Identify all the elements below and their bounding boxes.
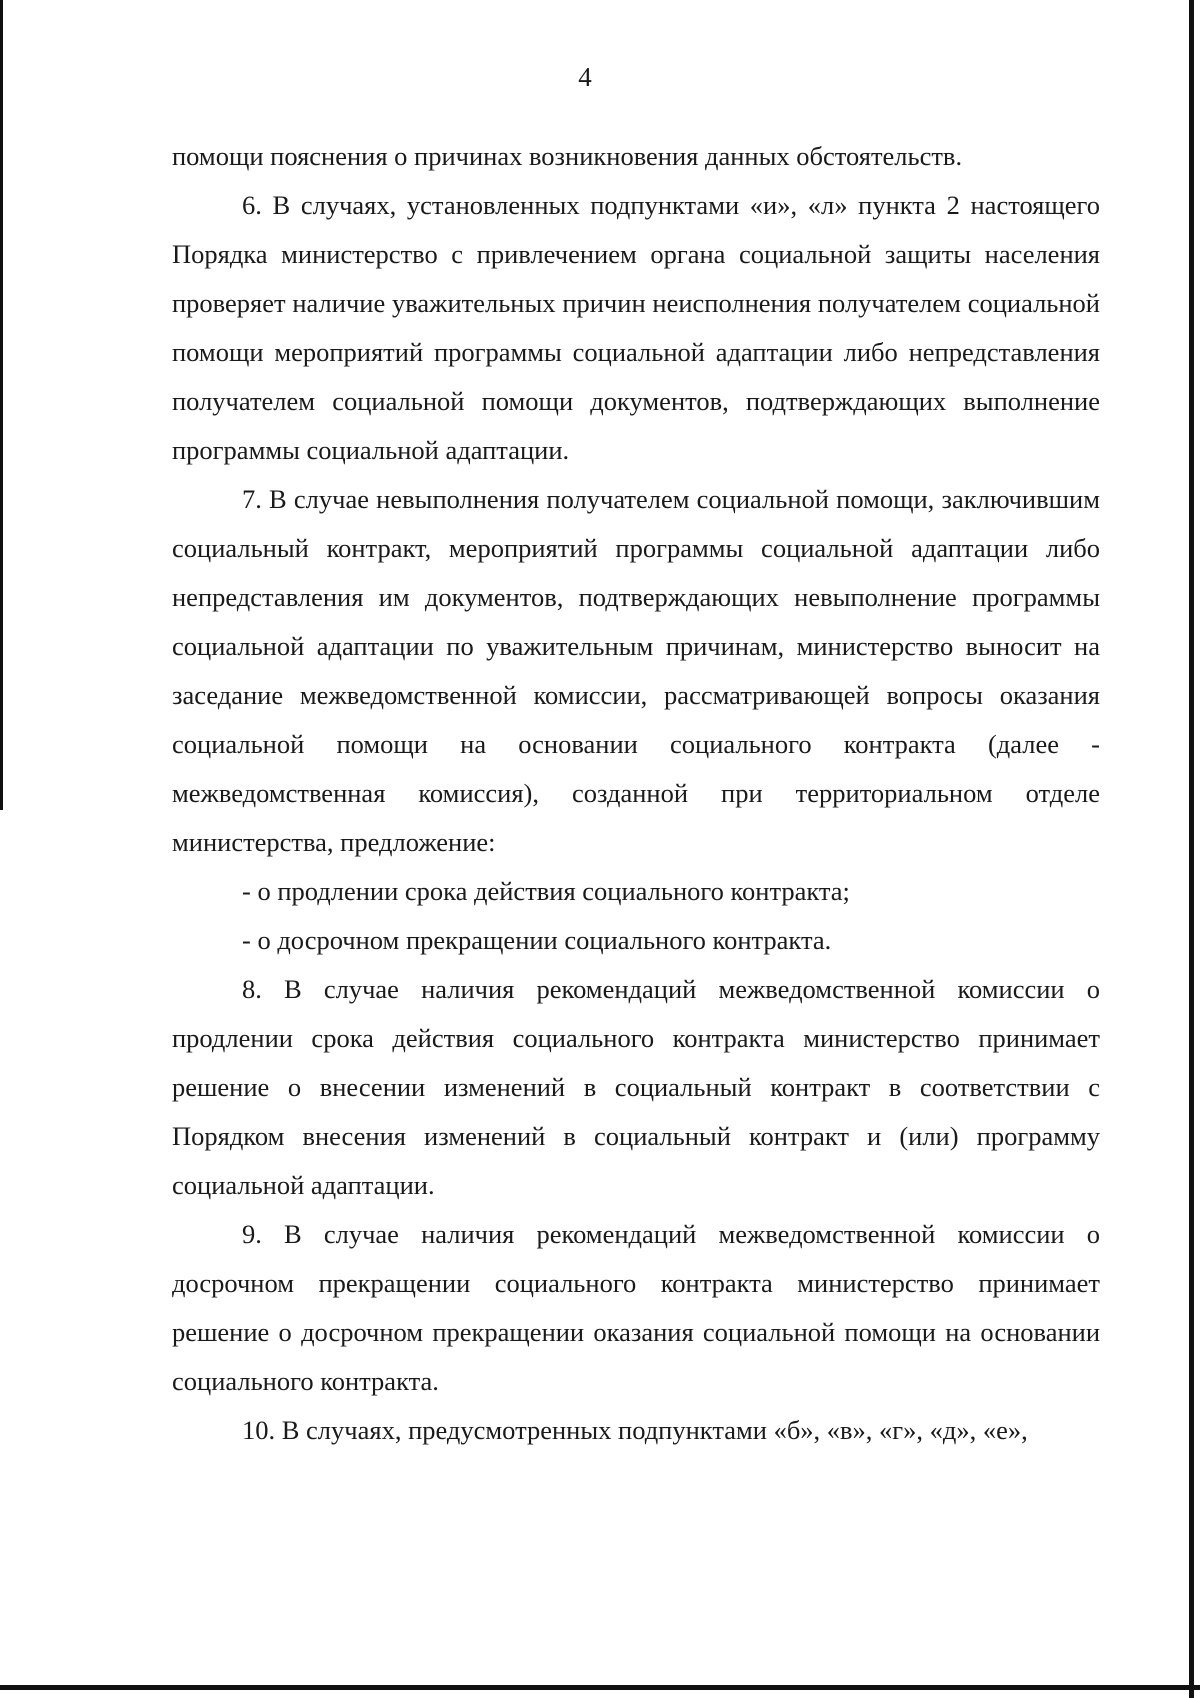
scan-edge-right (1189, 0, 1194, 1698)
paragraph-4: - о досрочном прекращении социального контракта. (242, 925, 832, 955)
paragraph-1: 6. В случаях, установленных подпунктами «и», «л» пункта 2 настоящего Порядка министерство с привлечением органа социальной защиты населения проверяет наличие уважительных причин неисполнения получателем социальной помощи мероприятий программы социальной адаптации либо непредставления получателем социальной помощи документов, подтверждающих выполнение программы социальной адаптации. (172, 190, 1100, 465)
scan-edge-bottom (0, 1685, 1200, 1690)
page-number: 4 (578, 62, 592, 92)
paragraph-5: 8. В случае наличия рекомендаций межведомственной комиссии о продлении срока действия социального контракта министерство принимает решение о внесении изменений в социальный контракт в соответствии с Порядком внесения изменений в социальный контракт и (или) программу социальной адаптации. (172, 974, 1100, 1200)
paragraph-0: помощи пояснения о причинах возникновения данных обстоятельств. (172, 141, 963, 171)
paragraph-6: 9. В случае наличия рекомендаций межведомственной комиссии о досрочном прекращении социального контракта министерство принимает решение о досрочном прекращении оказания социальной помощи на основании социального контракта. (172, 1219, 1100, 1396)
paragraph-2: 7. В случае невыполнения получателем социальной помощи, заключившим социальный контракт, мероприятий программы социальной адаптации либо непредставления им документов, подтверждающих невыполнение программы социальной адаптации по уважительным причинам, министерство выносит на заседание межведомственной комиссии, рассматривающей вопросы оказания социальной помощи на основании социального контракта (далее - межведомственная комиссия), созданной при территориальном отделе министерства, предложение: (172, 484, 1100, 857)
scan-edge-left (0, 0, 3, 810)
paragraph-3: - о продлении срока действия социального контракта; (242, 876, 850, 906)
document-body (172, 132, 1100, 1455)
paragraph-7: 10. В случаях, предусмотренных подпунктами «б», «в», «г», «д», «е», (242, 1415, 1028, 1445)
